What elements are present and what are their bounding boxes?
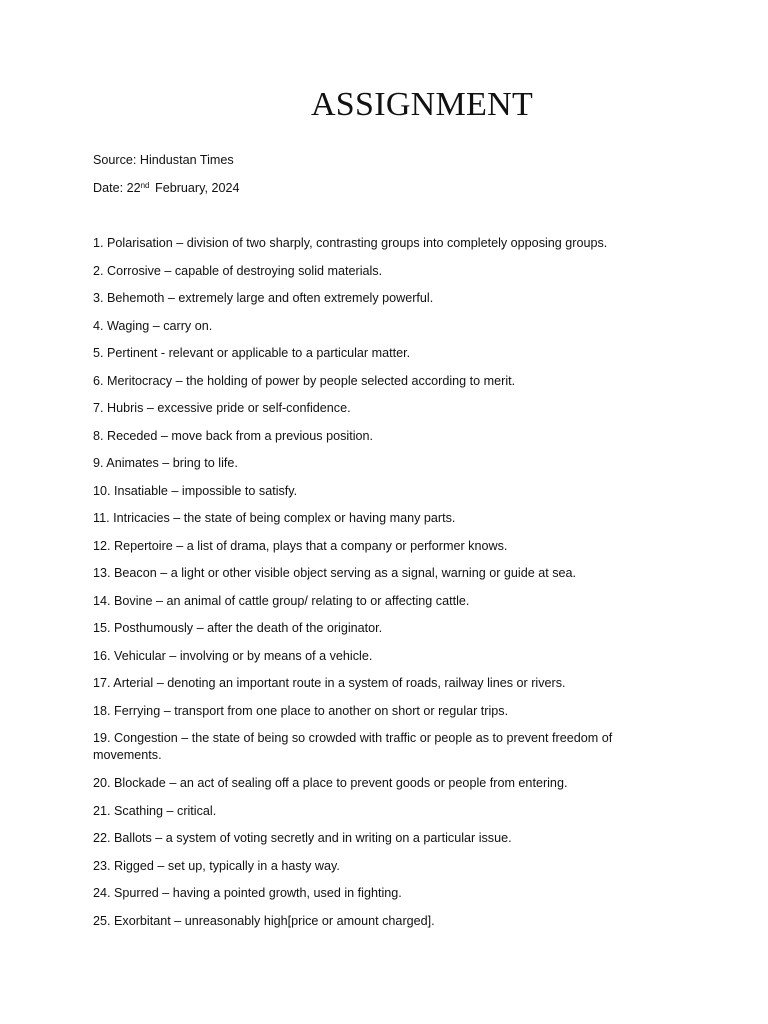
list-item: 13. Beacon – a light or other visible object serving as a signal, warning or guide at sea. [93,566,577,580]
list-item: 2. Corrosive – capable of destroying solid materials. [93,263,383,278]
list-item: 15. Posthumously – after the death of the originator. [93,621,383,635]
list-item: 24. Spurred – having a pointed growth, used in fighting. [93,886,402,900]
list-item: 11. Intricacies – the state of being complex or having many parts. [93,511,456,525]
date-prefix: Date: 22 [93,181,141,195]
list-item: 16. Vehicular – involving or by means of a vehicle. [93,648,373,663]
list-item: 18. Ferrying – transport from one place to another on short or regular trips. [93,703,509,718]
date-ordinal-suffix: nd [140,180,150,190]
list-item: 23. Rigged – set up, typically in a hasty way. [93,858,340,873]
list-item: 3. Behemoth – extremely large and often extremely powerful. [93,291,434,305]
source-line: Source: Hindustan Times [93,153,234,167]
list-item: 12. Repertoire – a list of drama, plays that a company or performer knows. [93,538,508,553]
list-item: 21. Scathing – critical. [93,803,217,818]
list-item: 6. Meritocracy – the holding of power by people selected according to merit. [93,373,516,388]
list-item: 22. Ballots – a system of voting secretly and in writing on a particular issue. [93,831,512,845]
list-item: 10. Insatiable – impossible to satisfy. [93,483,298,498]
list-item: 8. Receded – move back from a previous position. [93,428,374,443]
list-item: 5. Pertinent - relevant or applicable to a particular matter. [93,346,411,360]
list-item: 14. Bovine – an animal of cattle group/ relating to or affecting cattle. [93,593,470,608]
list-item: 20. Blockade – an act of sealing off a place to prevent goods or people from entering. [93,776,568,790]
list-item: 7. Hubris – excessive pride or self-confidence. [93,401,351,415]
list-item: 19. Congestion – the state of being so crowded with traffic or people as to prevent freedom of movements. [93,731,613,762]
vocabulary-list [93,235,653,940]
list-item: 25. Exorbitant – unreasonably high[price or amount charged]. [93,913,435,928]
date-suffix: February, 2024 [151,181,240,195]
list-item: 17. Arterial – denoting an important route in a system of roads, railway lines or rivers. [93,676,566,690]
list-item: 4. Waging – carry on. [93,318,213,333]
date-line [93,181,240,195]
list-item: 9. Animates – bring to life. [93,456,238,470]
document-title: ASSIGNMENT [310,86,534,123]
list-item: 1. Polarisation – division of two sharply, contrasting groups into completely opposing groups. [93,236,608,250]
